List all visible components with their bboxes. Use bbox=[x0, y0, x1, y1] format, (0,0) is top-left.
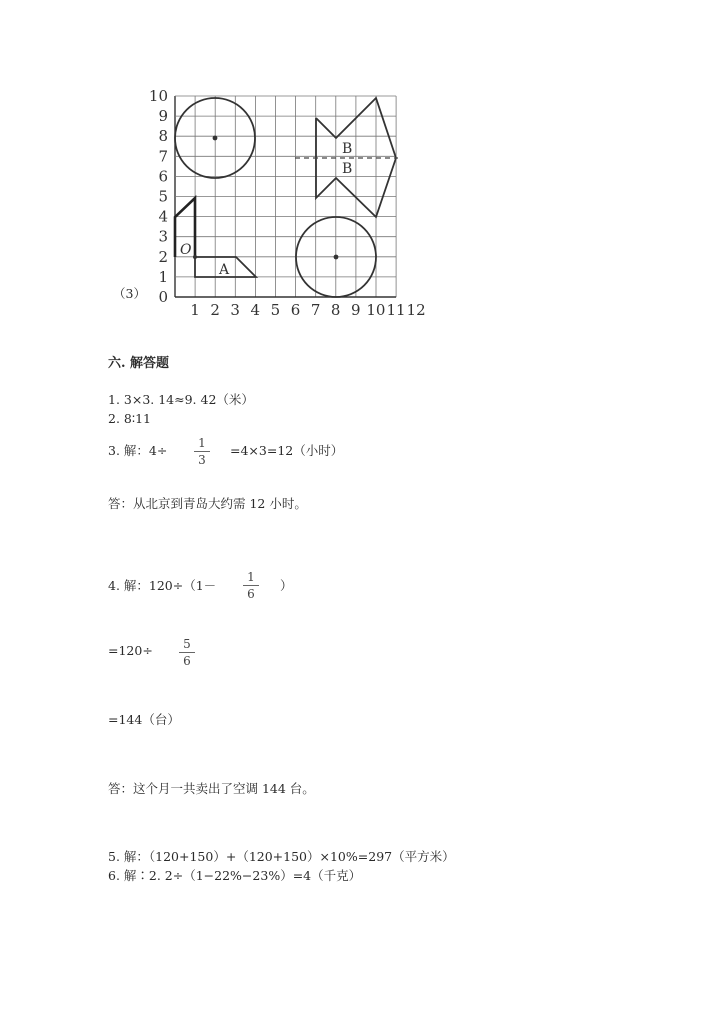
answer-6: 6. 解∶2. 2÷（1−22%−23%）=4（千克） bbox=[108, 868, 362, 883]
figure-label: （3） bbox=[113, 286, 146, 301]
x-tick-label: 6 bbox=[290, 301, 301, 319]
answer-3-suffix: =4×3=12（小时） bbox=[230, 443, 344, 458]
shape-a-label: A bbox=[219, 262, 230, 278]
y-tick-label: 4 bbox=[158, 207, 168, 226]
y-tick-label: 8 bbox=[158, 127, 168, 146]
y-tick-label: 2 bbox=[158, 247, 168, 266]
shape-b-label-top: B bbox=[342, 141, 353, 157]
answer-4-fraction bbox=[243, 570, 259, 601]
x-tick-label: 12 bbox=[406, 301, 426, 319]
answer-4-reply: 答：这个月一共卖出了空调 144 台。 bbox=[108, 781, 315, 796]
x-tick-label: 8 bbox=[330, 301, 341, 319]
answer-3-fraction bbox=[194, 436, 210, 467]
y-tick-label: 1 bbox=[158, 267, 168, 286]
y-tick-label: 6 bbox=[158, 167, 168, 186]
x-tick-label: 2 bbox=[210, 301, 220, 319]
answer-4-close: ） bbox=[280, 578, 293, 593]
x-tick-label: 5 bbox=[270, 301, 281, 319]
section-title: 六. 解答题 bbox=[108, 356, 170, 371]
answer-3-prefix: 3. 解：4÷ bbox=[108, 443, 168, 458]
circle-top-center bbox=[213, 136, 218, 141]
point-o bbox=[193, 255, 197, 259]
answer-3-reply: 答：从北京到青岛大约需 12 小时。 bbox=[108, 496, 307, 511]
y-tick-label: 3 bbox=[158, 227, 168, 246]
x-tick-label: 4 bbox=[250, 301, 261, 319]
answer-4-step2-fraction bbox=[179, 637, 195, 668]
y-tick-label: 10 bbox=[148, 88, 168, 105]
y-tick-label: 7 bbox=[158, 147, 168, 166]
answer-1: 1. 3×3. 14≈9. 42（米） bbox=[108, 392, 254, 407]
answer-2: 2. 8∶11 bbox=[108, 411, 152, 426]
fraction-denominator: 6 bbox=[183, 654, 191, 668]
x-tick-label: 10 bbox=[366, 301, 386, 319]
x-axis-labels bbox=[190, 301, 425, 319]
answer-4-step3: =144（台） bbox=[108, 712, 180, 727]
y-tick-label: 0 bbox=[158, 288, 168, 306]
y-tick-label: 9 bbox=[158, 107, 168, 126]
answer-4-step2-prefix: =120÷ bbox=[108, 643, 153, 658]
shape-b-label-bottom: B bbox=[342, 161, 353, 177]
point-o-label: O bbox=[180, 242, 192, 258]
x-tick-label: 9 bbox=[351, 301, 361, 319]
fraction-denominator: 3 bbox=[198, 453, 206, 467]
fraction-numerator: 5 bbox=[183, 637, 191, 651]
fraction-denominator: 6 bbox=[247, 587, 255, 601]
x-tick-label: 1 bbox=[190, 301, 200, 319]
x-tick-label: 3 bbox=[230, 301, 240, 319]
fraction-numerator: 1 bbox=[247, 570, 255, 584]
fraction-numerator: 1 bbox=[198, 436, 206, 450]
answer-4-prefix: 4. 解：120÷（1－ bbox=[108, 578, 217, 593]
answer-5: 5. 解：（120+150）+（120+150）×10%=297（平方米） bbox=[108, 849, 455, 864]
coordinate-grid-figure bbox=[140, 88, 440, 328]
grid-lines bbox=[175, 96, 396, 297]
circle-bottom-center bbox=[334, 255, 339, 260]
y-tick-label: 5 bbox=[158, 187, 168, 206]
x-tick-label: 7 bbox=[310, 301, 321, 319]
y-axis-labels bbox=[149, 88, 168, 306]
x-tick-label: 11 bbox=[386, 301, 406, 319]
